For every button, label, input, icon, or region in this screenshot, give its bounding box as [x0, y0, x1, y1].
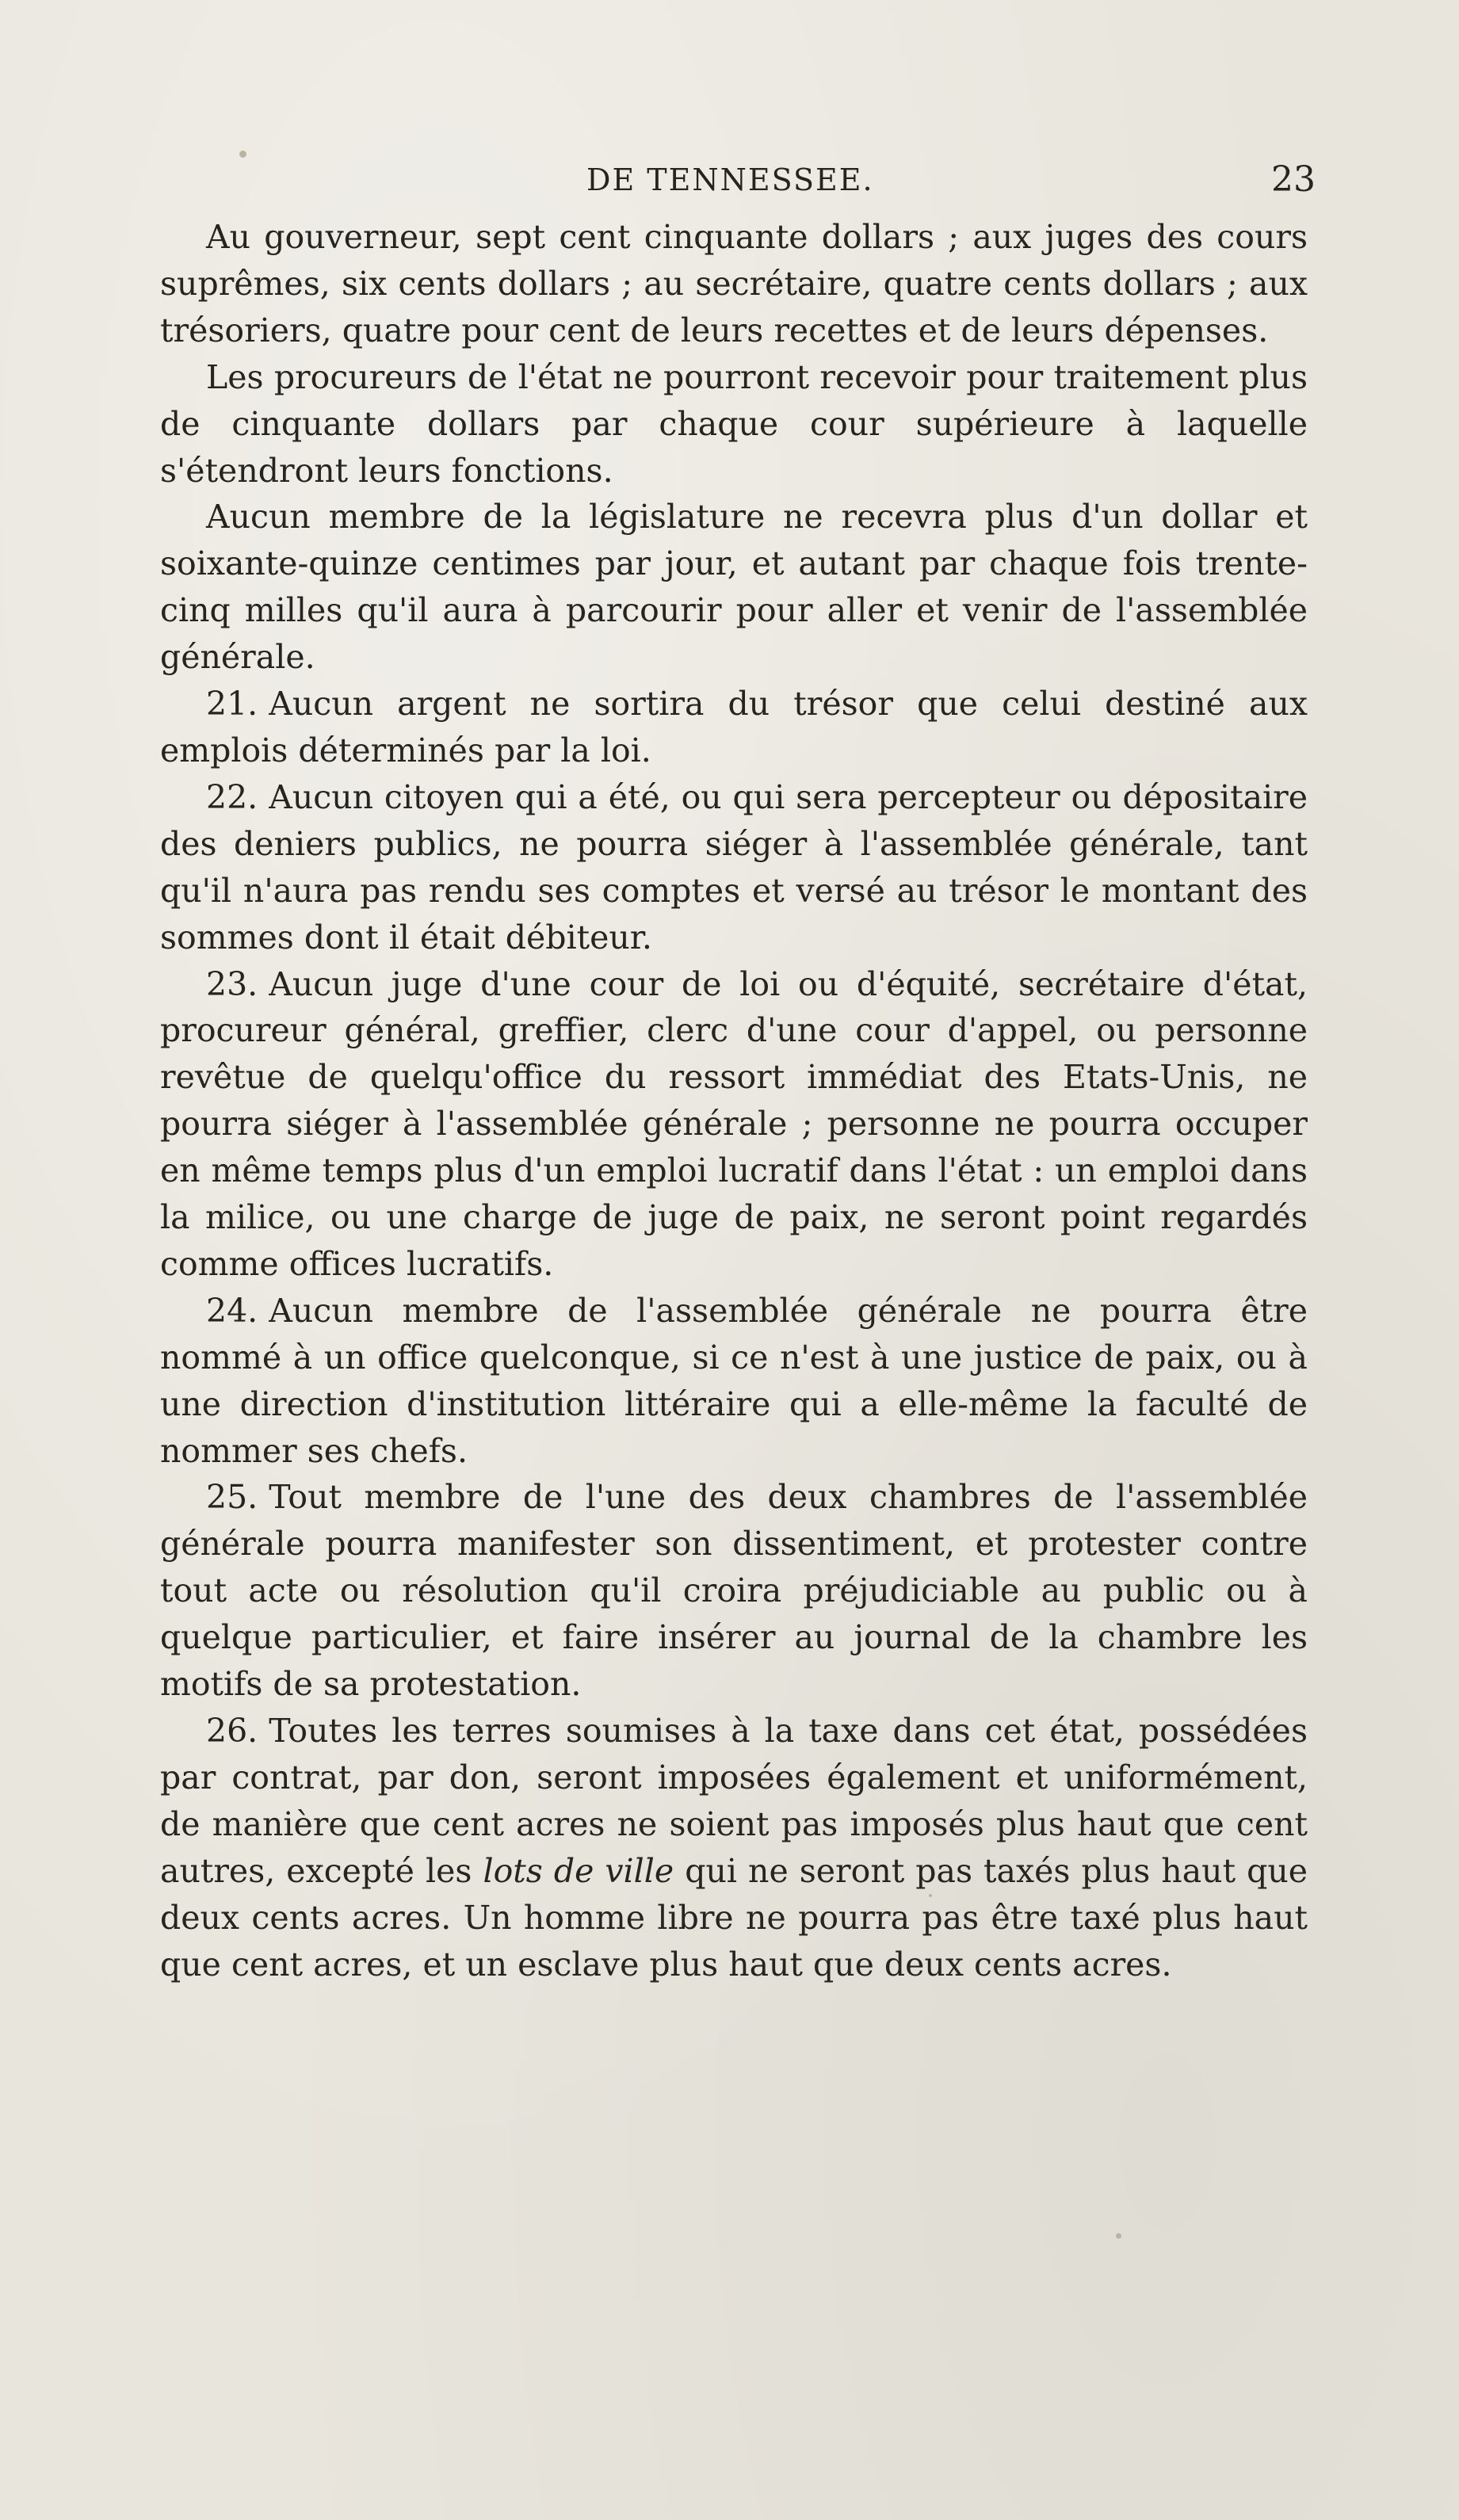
paper-speck	[1116, 2233, 1121, 2239]
article-number: 26.	[206, 1712, 258, 1750]
paragraph-salaries	[160, 214, 1308, 354]
article-21	[160, 681, 1308, 774]
paragraph-text: Aucun argent ne sortira du trésor que celui destiné aux emplois déterminés par la loi.	[160, 685, 1308, 769]
article-number: 21.	[206, 685, 258, 724]
paragraph-legislature-pay	[160, 494, 1308, 681]
paragraph-text: Au gouverneur, sept cent cinquante dollars ; aux juges des cours suprêmes, six cents dollars ; au secrétaire, quatre cents dollars ; aux trésoriers, quatre pour cent de leurs recettes et de leurs dépenses.	[160, 218, 1308, 349]
italic-term: lots de ville	[483, 1851, 674, 1890]
body-text	[160, 214, 1308, 1987]
paragraph-text: Aucun citoyen qui a été, ou qui sera percepteur ou dépositaire des deniers publics, ne pourra siéger à l'assemblée générale, tant qu'il n'aura pas rendu ses comptes et versé au trésor le montant des sommes dont il était débiteur.	[160, 777, 1308, 956]
article-25	[160, 1474, 1308, 1708]
article-23	[160, 961, 1308, 1288]
paragraph-attorneys	[160, 354, 1308, 494]
article-26	[160, 1708, 1308, 1987]
paragraph-text: Aucun juge d'une cour de loi ou d'équité, secrétaire d'état, procureur général, greffier, clerc d'une cour d'appel, ou personne revêtue de quelqu'office du ressort immédiat des Etats-Unis, ne pourra siéger à l'assemblée générale ; personne ne pourra occuper en même temps plus d'un emploi lucratif dans l'état : un emploi dans la milice, ou une charge de juge de paix, ne seront point regardés comme offices lucratifs.	[160, 964, 1308, 1283]
running-title: DE TENNESSEE.	[586, 162, 874, 197]
paragraph-text-before: Toutes les terres soumises à la taxe dans cet état, possédées par contrat, par don, seront imposées également et uniformément, de manière que cent acres ne soient pas imposés plus haut que cent autres, excepté les	[160, 1712, 1308, 1890]
page-number: 23	[1271, 159, 1316, 200]
paragraph-text-after: qui ne seront pas taxés plus haut que deux cents acres. Un homme libre ne pourra pas être taxé plus haut que cent acres, et un esclave plus haut que deux cents acres.	[160, 1851, 1308, 1984]
paragraph-text: Les procureurs de l'état ne pourront recevoir pour traitement plus de cinquante dollars par chaque cour supérieure à laquelle s'étendront leurs fonctions.	[160, 357, 1308, 490]
article-number: 25.	[206, 1478, 258, 1517]
paragraph-text: Aucun membre de l'assemblée générale ne pourra être nommé à un office quelconque, si ce n'est à une justice de paix, ou à une direction d'institution littéraire qui a elle-même la faculté de nommer ses chefs.	[160, 1291, 1308, 1470]
article-24	[160, 1288, 1308, 1475]
article-22	[160, 774, 1308, 961]
article-number: 23.	[206, 964, 258, 1003]
article-number: 22.	[206, 777, 258, 816]
running-header	[159, 159, 1316, 210]
paragraph-text: Tout membre de l'une des deux chambres de l'assemblée générale pourra manifester son dissentiment, et protester contre tout acte ou résolution qu'il croira préjudiciable au public ou à quelque particulier, et faire insérer au journal de la chambre les motifs de sa protestation.	[160, 1478, 1308, 1704]
paper-speck	[239, 151, 246, 158]
paragraph-text: Aucun membre de la législature ne recevra plus d'un dollar et soixante-quinze centimes par jour, et autant par chaque fois trente-cinq milles qu'il aura à parcourir pour aller et venir de l'assemblée générale.	[160, 498, 1308, 677]
article-number: 24.	[206, 1291, 258, 1330]
